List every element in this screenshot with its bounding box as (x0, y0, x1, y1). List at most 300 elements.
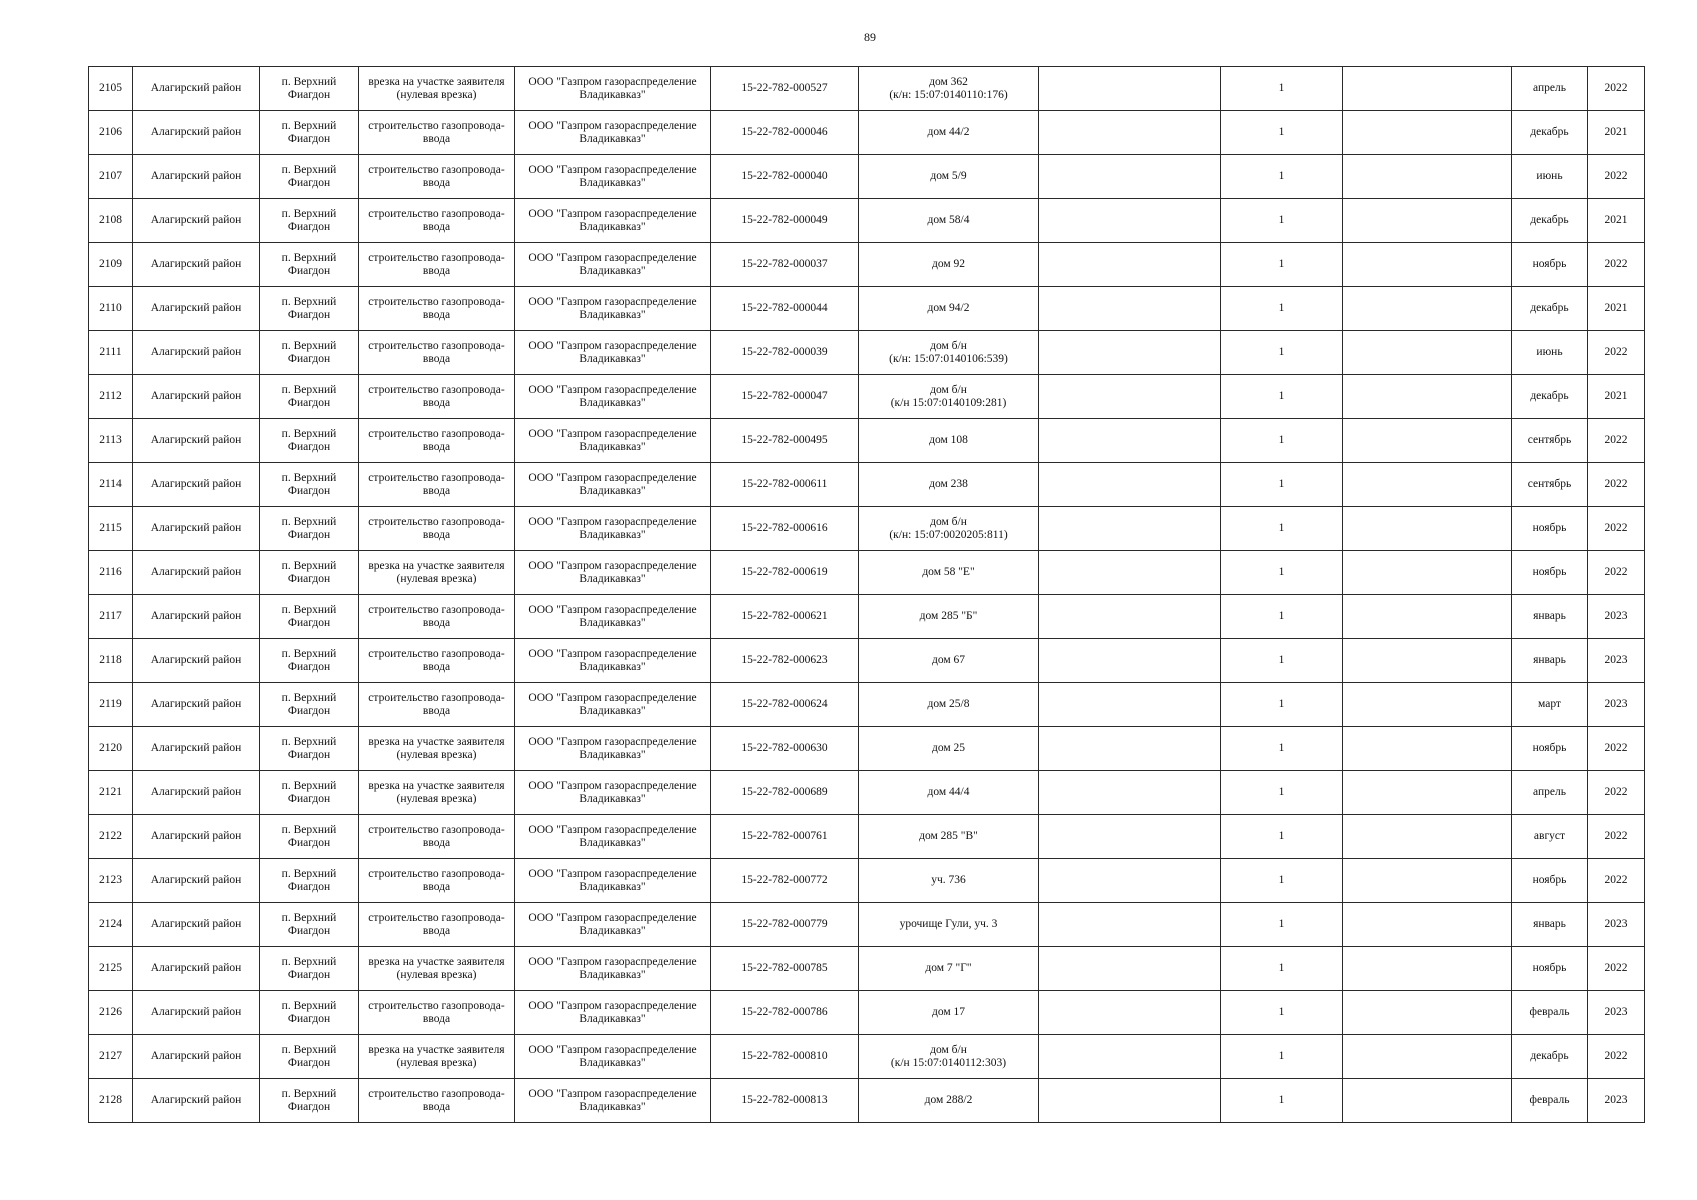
quantity-cell: 1 (1221, 1035, 1343, 1079)
empty-cell (1343, 155, 1512, 199)
district-cell: Алагирский район (133, 683, 260, 727)
quantity-cell: 1 (1221, 67, 1343, 111)
address-cell: дом б/н (к/н: 15:07:0140106:539) (859, 331, 1039, 375)
year-cell: 2022 (1588, 551, 1645, 595)
empty-cell (1039, 419, 1221, 463)
month-cell: ноябрь (1512, 727, 1588, 771)
work-type-cell: строительство газопровода-ввода (359, 639, 515, 683)
empty-cell (1343, 727, 1512, 771)
object-code-cell: 15-22-782-000772 (711, 859, 859, 903)
empty-cell (1039, 595, 1221, 639)
object-code-cell: 15-22-782-000689 (711, 771, 859, 815)
address-cell: дом 67 (859, 639, 1039, 683)
organization-cell: ООО "Газпром газораспределение Владикавказ" (515, 199, 711, 243)
row-number-cell: 2116 (89, 551, 133, 595)
year-cell: 2021 (1588, 199, 1645, 243)
empty-cell (1039, 771, 1221, 815)
work-type-cell: строительство газопровода-ввода (359, 375, 515, 419)
quantity-cell: 1 (1221, 1079, 1343, 1123)
quantity-cell: 1 (1221, 199, 1343, 243)
empty-cell (1343, 1035, 1512, 1079)
month-cell: апрель (1512, 67, 1588, 111)
settlement-cell: п. Верхний Фиагдон (260, 111, 359, 155)
quantity-cell: 1 (1221, 287, 1343, 331)
settlement-cell: п. Верхний Фиагдон (260, 1079, 359, 1123)
month-cell: декабрь (1512, 375, 1588, 419)
table-row (89, 815, 1645, 859)
district-cell: Алагирский район (133, 199, 260, 243)
row-number-cell: 2128 (89, 1079, 133, 1123)
district-cell: Алагирский район (133, 155, 260, 199)
settlement-cell: п. Верхний Фиагдон (260, 639, 359, 683)
object-code-cell: 15-22-782-000779 (711, 903, 859, 947)
empty-cell (1343, 463, 1512, 507)
empty-cell (1039, 903, 1221, 947)
empty-cell (1039, 1035, 1221, 1079)
quantity-cell: 1 (1221, 947, 1343, 991)
empty-cell (1343, 287, 1512, 331)
work-type-cell: строительство газопровода-ввода (359, 419, 515, 463)
row-number-cell: 2110 (89, 287, 133, 331)
table-row (89, 111, 1645, 155)
empty-cell (1343, 199, 1512, 243)
month-cell: ноябрь (1512, 243, 1588, 287)
year-cell: 2021 (1588, 111, 1645, 155)
empty-cell (1343, 771, 1512, 815)
empty-cell (1039, 947, 1221, 991)
year-cell: 2023 (1588, 991, 1645, 1035)
district-cell: Алагирский район (133, 595, 260, 639)
row-number-cell: 2119 (89, 683, 133, 727)
table-row (89, 551, 1645, 595)
empty-cell (1039, 551, 1221, 595)
organization-cell: ООО "Газпром газораспределение Владикавказ" (515, 991, 711, 1035)
row-number-cell: 2108 (89, 199, 133, 243)
quantity-cell: 1 (1221, 771, 1343, 815)
organization-cell: ООО "Газпром газораспределение Владикавказ" (515, 815, 711, 859)
row-number-cell: 2118 (89, 639, 133, 683)
settlement-cell: п. Верхний Фиагдон (260, 419, 359, 463)
month-cell: декабрь (1512, 111, 1588, 155)
quantity-cell: 1 (1221, 243, 1343, 287)
settlement-cell: п. Верхний Фиагдон (260, 683, 359, 727)
table-row (89, 375, 1645, 419)
address-cell: дом 7 "Г" (859, 947, 1039, 991)
organization-cell: ООО "Газпром газораспределение Владикавказ" (515, 859, 711, 903)
row-number-cell: 2114 (89, 463, 133, 507)
address-cell: дом 17 (859, 991, 1039, 1035)
year-cell: 2022 (1588, 947, 1645, 991)
organization-cell: ООО "Газпром газораспределение Владикавказ" (515, 287, 711, 331)
work-type-cell: строительство газопровода-ввода (359, 1079, 515, 1123)
year-cell: 2022 (1588, 815, 1645, 859)
organization-cell: ООО "Газпром газораспределение Владикавказ" (515, 727, 711, 771)
quantity-cell: 1 (1221, 551, 1343, 595)
year-cell: 2022 (1588, 463, 1645, 507)
row-number-cell: 2117 (89, 595, 133, 639)
work-type-cell: строительство газопровода-ввода (359, 111, 515, 155)
empty-cell (1039, 683, 1221, 727)
table-row (89, 727, 1645, 771)
row-number-cell: 2105 (89, 67, 133, 111)
work-type-cell: строительство газопровода-ввода (359, 683, 515, 727)
empty-cell (1039, 287, 1221, 331)
settlement-cell: п. Верхний Фиагдон (260, 727, 359, 771)
district-cell: Алагирский район (133, 947, 260, 991)
empty-cell (1343, 683, 1512, 727)
quantity-cell: 1 (1221, 815, 1343, 859)
work-type-cell: строительство газопровода-ввода (359, 815, 515, 859)
settlement-cell: п. Верхний Фиагдон (260, 771, 359, 815)
organization-cell: ООО "Газпром газораспределение Владикавказ" (515, 903, 711, 947)
table-row (89, 1035, 1645, 1079)
year-cell: 2023 (1588, 595, 1645, 639)
page-number: 89 (864, 30, 876, 44)
quantity-cell: 1 (1221, 375, 1343, 419)
work-type-cell: врезка на участке заявителя (нулевая врезка) (359, 947, 515, 991)
object-code-cell: 15-22-782-000044 (711, 287, 859, 331)
empty-cell (1039, 199, 1221, 243)
empty-cell (1343, 551, 1512, 595)
row-number-cell: 2115 (89, 507, 133, 551)
empty-cell (1039, 859, 1221, 903)
row-number-cell: 2126 (89, 991, 133, 1035)
empty-cell (1343, 1079, 1512, 1123)
settlement-cell: п. Верхний Фиагдон (260, 595, 359, 639)
year-cell: 2023 (1588, 1079, 1645, 1123)
work-type-cell: врезка на участке заявителя (нулевая врезка) (359, 67, 515, 111)
organization-cell: ООО "Газпром газораспределение Владикавказ" (515, 771, 711, 815)
table-row (89, 903, 1645, 947)
organization-cell: ООО "Газпром газораспределение Владикавказ" (515, 463, 711, 507)
object-code-cell: 15-22-782-000619 (711, 551, 859, 595)
month-cell: февраль (1512, 991, 1588, 1035)
object-code-cell: 15-22-782-000786 (711, 991, 859, 1035)
work-type-cell: строительство газопровода-ввода (359, 859, 515, 903)
settlement-cell: п. Верхний Фиагдон (260, 155, 359, 199)
empty-cell (1343, 243, 1512, 287)
object-code-cell: 15-22-782-000495 (711, 419, 859, 463)
empty-cell (1039, 155, 1221, 199)
settlement-cell: п. Верхний Фиагдон (260, 331, 359, 375)
address-cell: дом 285 "Б" (859, 595, 1039, 639)
empty-cell (1343, 375, 1512, 419)
work-type-cell: строительство газопровода-ввода (359, 287, 515, 331)
register-table (88, 66, 1645, 1123)
year-cell: 2022 (1588, 67, 1645, 111)
quantity-cell: 1 (1221, 991, 1343, 1035)
row-number-cell: 2112 (89, 375, 133, 419)
district-cell: Алагирский район (133, 419, 260, 463)
district-cell: Алагирский район (133, 375, 260, 419)
empty-cell (1343, 639, 1512, 683)
empty-cell (1039, 463, 1221, 507)
organization-cell: ООО "Газпром газораспределение Владикавказ" (515, 331, 711, 375)
empty-cell (1343, 859, 1512, 903)
empty-cell (1343, 419, 1512, 463)
row-number-cell: 2123 (89, 859, 133, 903)
object-code-cell: 15-22-782-000623 (711, 639, 859, 683)
address-cell: дом 108 (859, 419, 1039, 463)
quantity-cell: 1 (1221, 859, 1343, 903)
month-cell: сентябрь (1512, 419, 1588, 463)
settlement-cell: п. Верхний Фиагдон (260, 243, 359, 287)
empty-cell (1039, 815, 1221, 859)
object-code-cell: 15-22-782-000527 (711, 67, 859, 111)
empty-cell (1039, 507, 1221, 551)
district-cell: Алагирский район (133, 859, 260, 903)
address-cell: дом 44/2 (859, 111, 1039, 155)
table-row (89, 683, 1645, 727)
address-cell: уч. 736 (859, 859, 1039, 903)
object-code-cell: 15-22-782-000047 (711, 375, 859, 419)
table-row (89, 331, 1645, 375)
work-type-cell: врезка на участке заявителя (нулевая врезка) (359, 771, 515, 815)
quantity-cell: 1 (1221, 683, 1343, 727)
settlement-cell: п. Верхний Фиагдон (260, 1035, 359, 1079)
quantity-cell: 1 (1221, 507, 1343, 551)
row-number-cell: 2121 (89, 771, 133, 815)
district-cell: Алагирский район (133, 331, 260, 375)
district-cell: Алагирский район (133, 727, 260, 771)
year-cell: 2023 (1588, 683, 1645, 727)
month-cell: июнь (1512, 155, 1588, 199)
row-number-cell: 2122 (89, 815, 133, 859)
settlement-cell: п. Верхний Фиагдон (260, 551, 359, 595)
empty-cell (1343, 903, 1512, 947)
empty-cell (1039, 991, 1221, 1035)
object-code-cell: 15-22-782-000039 (711, 331, 859, 375)
settlement-cell: п. Верхний Фиагдон (260, 991, 359, 1035)
year-cell: 2022 (1588, 155, 1645, 199)
district-cell: Алагирский район (133, 67, 260, 111)
empty-cell (1039, 111, 1221, 155)
month-cell: январь (1512, 903, 1588, 947)
year-cell: 2022 (1588, 727, 1645, 771)
address-cell: дом 58/4 (859, 199, 1039, 243)
month-cell: ноябрь (1512, 947, 1588, 991)
object-code-cell: 15-22-782-000621 (711, 595, 859, 639)
year-cell: 2022 (1588, 1035, 1645, 1079)
empty-cell (1343, 815, 1512, 859)
address-cell: дом 362 (к/н: 15:07:0140110:176) (859, 67, 1039, 111)
table-row (89, 419, 1645, 463)
work-type-cell: строительство газопровода-ввода (359, 903, 515, 947)
district-cell: Алагирский район (133, 111, 260, 155)
organization-cell: ООО "Газпром газораспределение Владикавказ" (515, 595, 711, 639)
organization-cell: ООО "Газпром газораспределение Владикавказ" (515, 419, 711, 463)
year-cell: 2022 (1588, 507, 1645, 551)
object-code-cell: 15-22-782-000046 (711, 111, 859, 155)
object-code-cell: 15-22-782-000611 (711, 463, 859, 507)
year-cell: 2022 (1588, 243, 1645, 287)
organization-cell: ООО "Газпром газораспределение Владикавказ" (515, 111, 711, 155)
month-cell: декабрь (1512, 199, 1588, 243)
address-cell: дом 238 (859, 463, 1039, 507)
address-cell: дом б/н (к/н: 15:07:0020205:811) (859, 507, 1039, 551)
table-row (89, 287, 1645, 331)
district-cell: Алагирский район (133, 903, 260, 947)
quantity-cell: 1 (1221, 727, 1343, 771)
object-code-cell: 15-22-782-000813 (711, 1079, 859, 1123)
settlement-cell: п. Верхний Фиагдон (260, 859, 359, 903)
organization-cell: ООО "Газпром газораспределение Владикавказ" (515, 947, 711, 991)
table-row (89, 991, 1645, 1035)
quantity-cell: 1 (1221, 419, 1343, 463)
settlement-cell: п. Верхний Фиагдон (260, 287, 359, 331)
address-cell: дом 92 (859, 243, 1039, 287)
object-code-cell: 15-22-782-000624 (711, 683, 859, 727)
work-type-cell: строительство газопровода-ввода (359, 331, 515, 375)
table-row (89, 507, 1645, 551)
month-cell: август (1512, 815, 1588, 859)
year-cell: 2022 (1588, 331, 1645, 375)
month-cell: январь (1512, 639, 1588, 683)
month-cell: ноябрь (1512, 507, 1588, 551)
district-cell: Алагирский район (133, 463, 260, 507)
district-cell: Алагирский район (133, 991, 260, 1035)
organization-cell: ООО "Газпром газораспределение Владикавказ" (515, 67, 711, 111)
row-number-cell: 2107 (89, 155, 133, 199)
quantity-cell: 1 (1221, 903, 1343, 947)
address-cell: дом 285 "В" (859, 815, 1039, 859)
settlement-cell: п. Верхний Фиагдон (260, 67, 359, 111)
row-number-cell: 2113 (89, 419, 133, 463)
work-type-cell: врезка на участке заявителя (нулевая врезка) (359, 727, 515, 771)
work-type-cell: строительство газопровода-ввода (359, 155, 515, 199)
year-cell: 2022 (1588, 859, 1645, 903)
address-cell: дом 25 (859, 727, 1039, 771)
work-type-cell: врезка на участке заявителя (нулевая врезка) (359, 1035, 515, 1079)
table-row (89, 463, 1645, 507)
row-number-cell: 2106 (89, 111, 133, 155)
empty-cell (1343, 595, 1512, 639)
object-code-cell: 15-22-782-000785 (711, 947, 859, 991)
month-cell: февраль (1512, 1079, 1588, 1123)
year-cell: 2023 (1588, 903, 1645, 947)
month-cell: декабрь (1512, 1035, 1588, 1079)
empty-cell (1343, 991, 1512, 1035)
work-type-cell: строительство газопровода-ввода (359, 507, 515, 551)
address-cell: дом 58 "Е" (859, 551, 1039, 595)
month-cell: ноябрь (1512, 859, 1588, 903)
table-row (89, 595, 1645, 639)
address-cell: дом 25/8 (859, 683, 1039, 727)
row-number-cell: 2120 (89, 727, 133, 771)
organization-cell: ООО "Газпром газораспределение Владикавказ" (515, 1079, 711, 1123)
row-number-cell: 2127 (89, 1035, 133, 1079)
work-type-cell: строительство газопровода-ввода (359, 199, 515, 243)
quantity-cell: 1 (1221, 639, 1343, 683)
organization-cell: ООО "Газпром газораспределение Владикавказ" (515, 243, 711, 287)
month-cell: декабрь (1512, 287, 1588, 331)
row-number-cell: 2124 (89, 903, 133, 947)
address-cell: дом 94/2 (859, 287, 1039, 331)
year-cell: 2023 (1588, 639, 1645, 683)
work-type-cell: строительство газопровода-ввода (359, 991, 515, 1035)
month-cell: март (1512, 683, 1588, 727)
month-cell: июнь (1512, 331, 1588, 375)
month-cell: апрель (1512, 771, 1588, 815)
district-cell: Алагирский район (133, 507, 260, 551)
empty-cell (1039, 67, 1221, 111)
district-cell: Алагирский район (133, 815, 260, 859)
settlement-cell: п. Верхний Фиагдон (260, 947, 359, 991)
address-cell: дом 44/4 (859, 771, 1039, 815)
month-cell: январь (1512, 595, 1588, 639)
year-cell: 2021 (1588, 375, 1645, 419)
work-type-cell: строительство газопровода-ввода (359, 595, 515, 639)
table-row (89, 639, 1645, 683)
empty-cell (1039, 243, 1221, 287)
object-code-cell: 15-22-782-000630 (711, 727, 859, 771)
district-cell: Алагирский район (133, 551, 260, 595)
address-cell: дом б/н (к/н 15:07:0140109:281) (859, 375, 1039, 419)
district-cell: Алагирский район (133, 287, 260, 331)
empty-cell (1343, 507, 1512, 551)
table-row (89, 947, 1645, 991)
empty-cell (1039, 1079, 1221, 1123)
empty-cell (1039, 331, 1221, 375)
organization-cell: ООО "Газпром газораспределение Владикавказ" (515, 507, 711, 551)
quantity-cell: 1 (1221, 111, 1343, 155)
table-row (89, 859, 1645, 903)
table-row (89, 155, 1645, 199)
organization-cell: ООО "Газпром газораспределение Владикавказ" (515, 639, 711, 683)
month-cell: сентябрь (1512, 463, 1588, 507)
work-type-cell: строительство газопровода-ввода (359, 243, 515, 287)
organization-cell: ООО "Газпром газораспределение Владикавказ" (515, 683, 711, 727)
address-cell: дом 5/9 (859, 155, 1039, 199)
settlement-cell: п. Верхний Фиагдон (260, 463, 359, 507)
empty-cell (1343, 111, 1512, 155)
organization-cell: ООО "Газпром газораспределение Владикавказ" (515, 375, 711, 419)
address-cell: дом б/н (к/н 15:07:0140112:303) (859, 1035, 1039, 1079)
district-cell: Алагирский район (133, 243, 260, 287)
register-body (89, 67, 1645, 1123)
address-cell: урочище Гули, уч. 3 (859, 903, 1039, 947)
object-code-cell: 15-22-782-000037 (711, 243, 859, 287)
table-row (89, 67, 1645, 111)
empty-cell (1039, 639, 1221, 683)
row-number-cell: 2109 (89, 243, 133, 287)
empty-cell (1039, 375, 1221, 419)
table-row (89, 1079, 1645, 1123)
empty-cell (1343, 331, 1512, 375)
empty-cell (1343, 947, 1512, 991)
settlement-cell: п. Верхний Фиагдон (260, 507, 359, 551)
row-number-cell: 2125 (89, 947, 133, 991)
district-cell: Алагирский район (133, 771, 260, 815)
year-cell: 2022 (1588, 771, 1645, 815)
settlement-cell: п. Верхний Фиагдон (260, 375, 359, 419)
settlement-cell: п. Верхний Фиагдон (260, 815, 359, 859)
row-number-cell: 2111 (89, 331, 133, 375)
year-cell: 2021 (1588, 287, 1645, 331)
table-row (89, 771, 1645, 815)
object-code-cell: 15-22-782-000761 (711, 815, 859, 859)
settlement-cell: п. Верхний Фиагдон (260, 199, 359, 243)
month-cell: ноябрь (1512, 551, 1588, 595)
quantity-cell: 1 (1221, 463, 1343, 507)
organization-cell: ООО "Газпром газораспределение Владикавказ" (515, 551, 711, 595)
work-type-cell: врезка на участке заявителя (нулевая врезка) (359, 551, 515, 595)
quantity-cell: 1 (1221, 331, 1343, 375)
empty-cell (1343, 67, 1512, 111)
year-cell: 2022 (1588, 419, 1645, 463)
quantity-cell: 1 (1221, 155, 1343, 199)
object-code-cell: 15-22-782-000040 (711, 155, 859, 199)
